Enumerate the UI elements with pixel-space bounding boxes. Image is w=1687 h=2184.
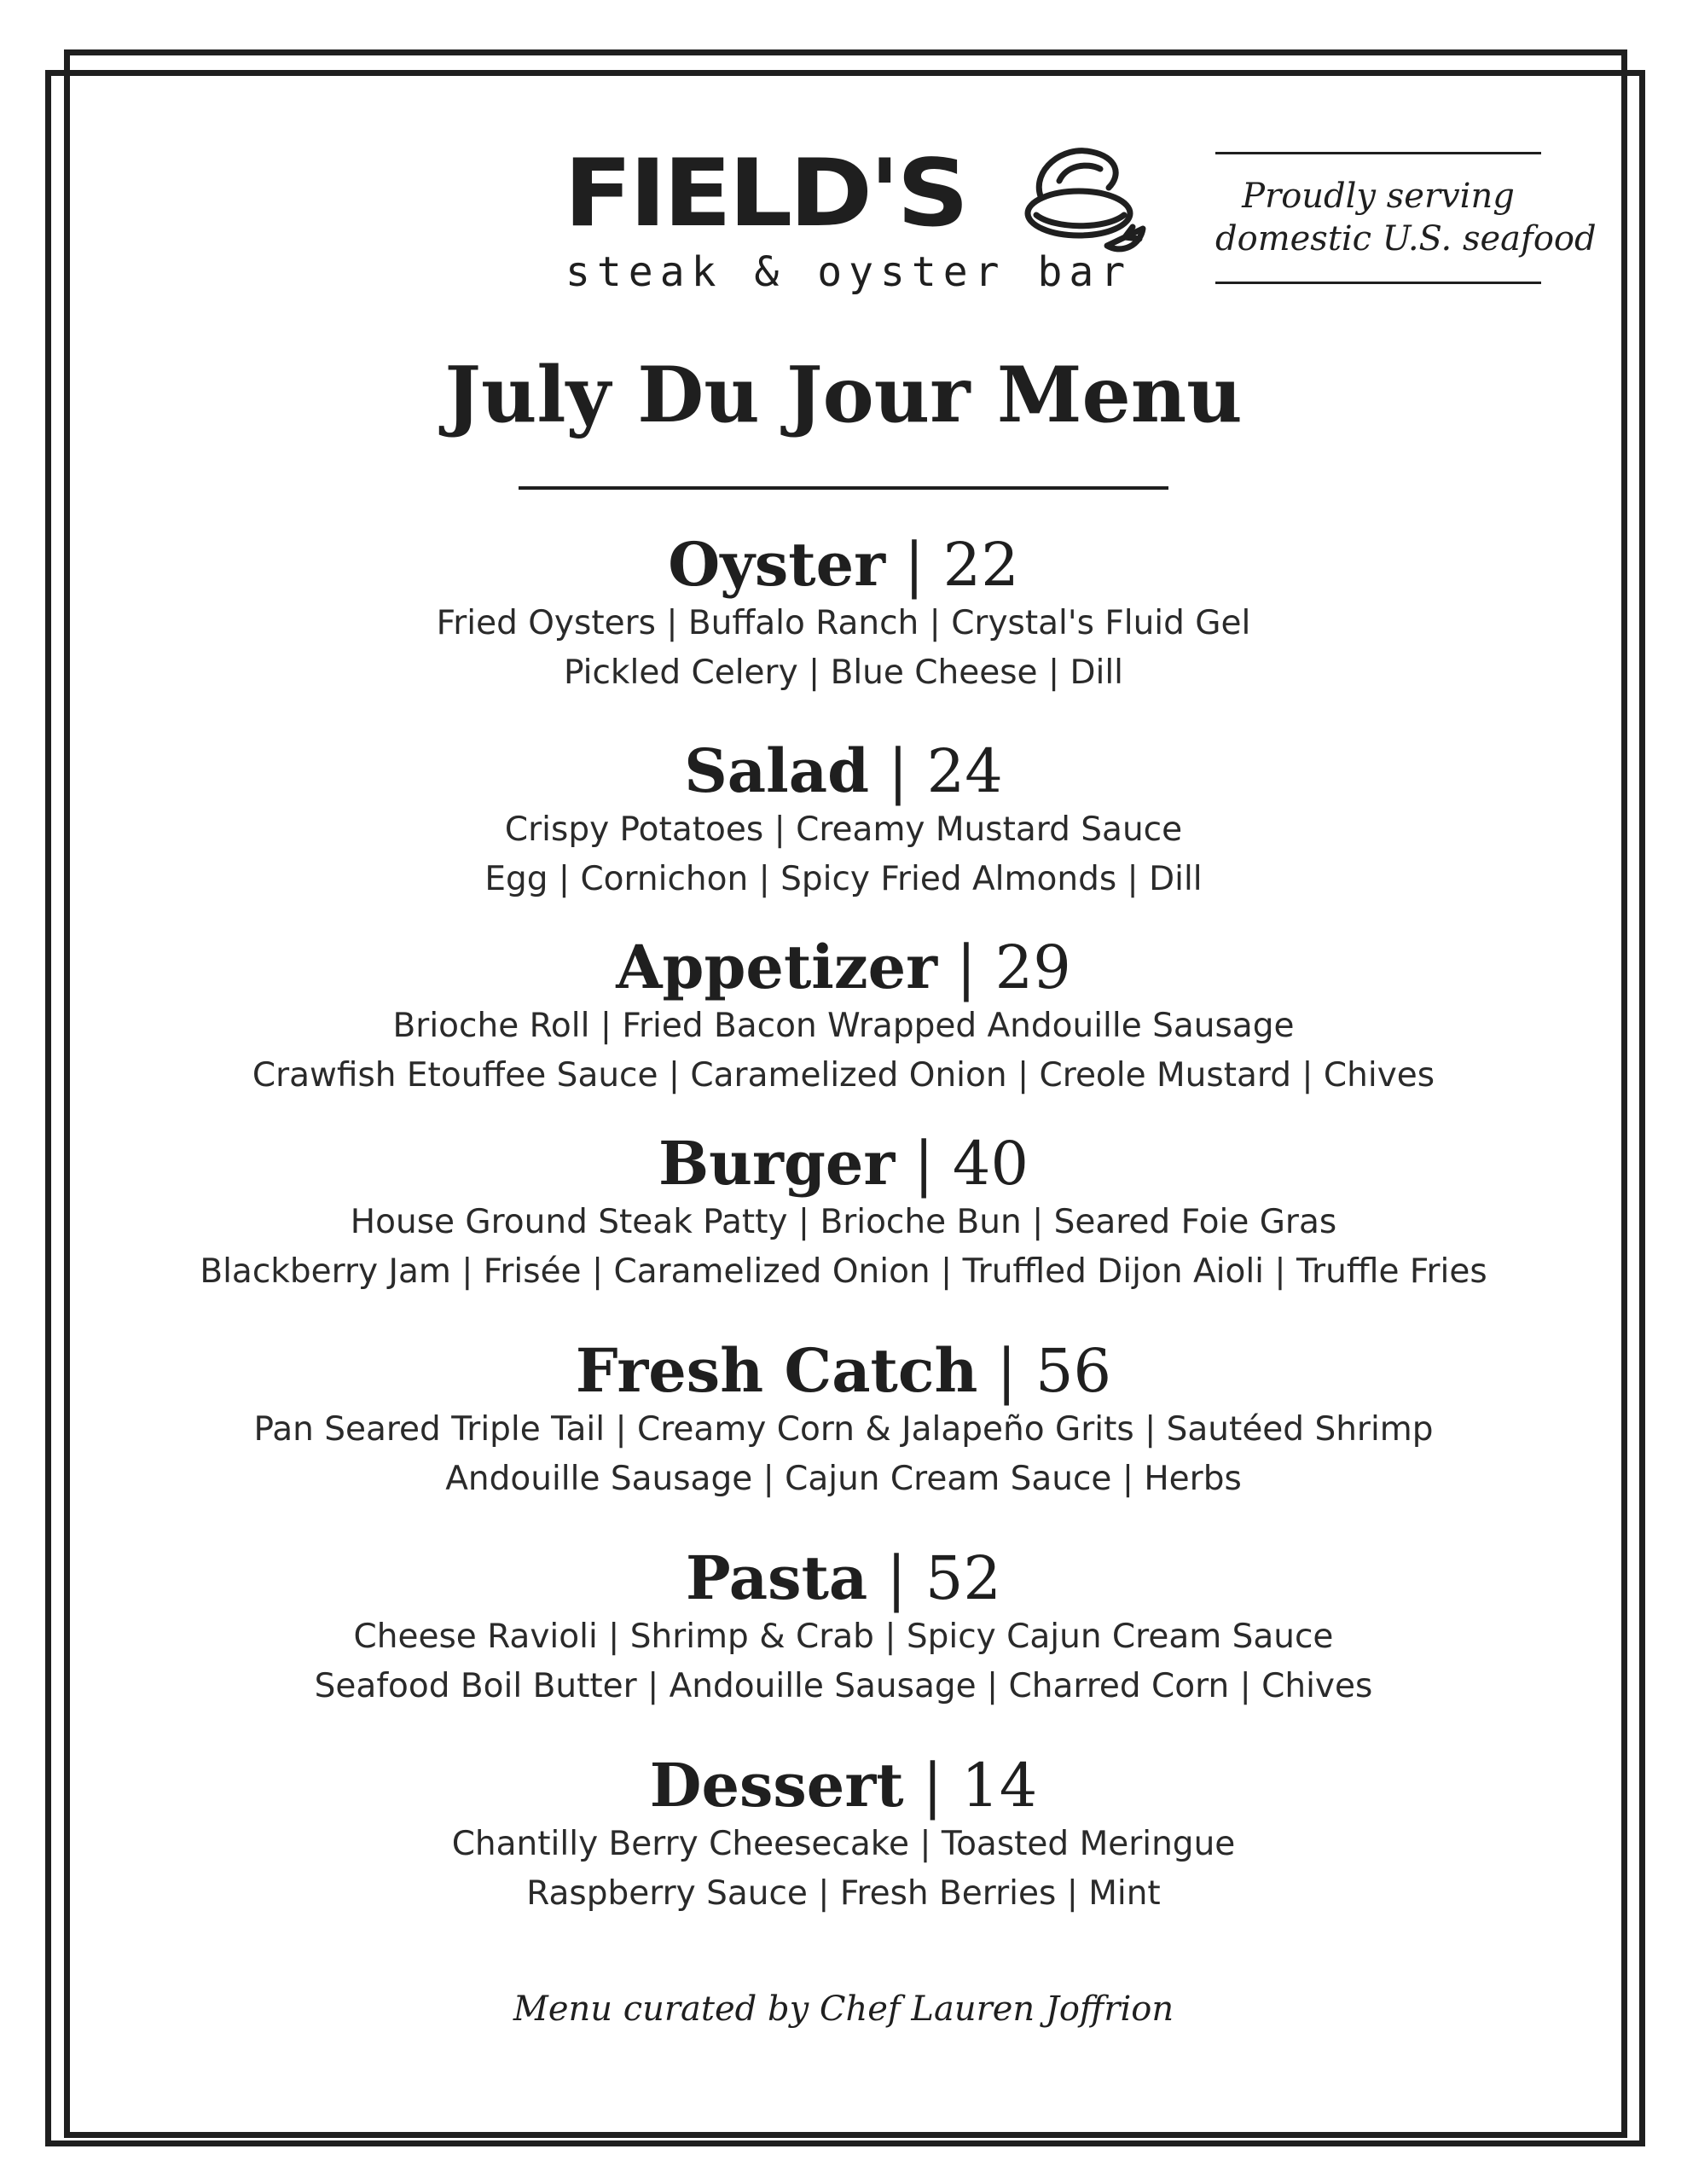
section-price: 29 (994, 932, 1071, 1002)
section-description-line: Blackberry Jam | Frisée | Caramelized Onion | Truffled Dijon Aioli | Truffle Fries (200, 1252, 1487, 1291)
section-description-line: Crawfish Etouffee Sauce | Caramelized Onion | Creole Mustard | Chives (252, 1056, 1435, 1095)
section-name: Appetizer (616, 932, 938, 1002)
section-price: 40 (952, 1129, 1029, 1199)
section-heading (0, 737, 1687, 805)
tagline-line-2: domestic U.S. seafood (1215, 219, 1597, 258)
section-separator: | (956, 932, 977, 1002)
section-separator: | (904, 530, 925, 600)
restaurant-logo (559, 136, 1139, 299)
title-divider (519, 486, 1168, 490)
section-price: 14 (961, 1751, 1038, 1821)
section-description-line: Fried Oysters | Buffalo Ranch | Crystal's Fluid Gel (436, 604, 1251, 642)
section-price: 52 (925, 1543, 1001, 1613)
section-name: Salad (684, 735, 870, 806)
oyster-lemon-icon (1015, 136, 1151, 264)
section-description-line: Cheese Ravioli | Shrimp & Crab | Spicy Cajun Cream Sauce (353, 1618, 1334, 1656)
section-separator: | (888, 736, 908, 806)
section-name: Fresh Catch (575, 1335, 978, 1406)
logo-wordmark: FIELD'S (564, 138, 966, 247)
section-description-line: Seafood Boil Butter | Andouille Sausage | Charred Corn | Chives (314, 1667, 1373, 1705)
section-price: 56 (1035, 1336, 1112, 1406)
menu-section-salad (0, 737, 1687, 904)
tagline-box (1215, 152, 1597, 285)
chef-credit: Menu curated by Chef Lauren Joffrion (513, 1989, 1174, 2029)
section-description-line: Pickled Celery | Blue Cheese | Dill (563, 653, 1124, 692)
section-separator: | (922, 1751, 943, 1821)
tagline-rule-bottom (1215, 282, 1541, 284)
section-heading (0, 933, 1687, 1002)
menu-section-pasta (0, 1544, 1687, 1711)
section-description-line: Chantilly Berry Cheesecake | Toasted Meringue (451, 1825, 1236, 1863)
menu-section-dessert (0, 1751, 1687, 1919)
section-heading (0, 1544, 1687, 1612)
section-price: 22 (942, 530, 1019, 600)
section-heading (0, 531, 1687, 599)
section-description-line: Andouille Sausage | Cajun Cream Sauce | Herbs (445, 1460, 1242, 1498)
section-name: Dessert (649, 1750, 904, 1821)
section-heading (0, 1337, 1687, 1405)
menu-section-burger (0, 1130, 1687, 1297)
section-name: Oyster (668, 529, 886, 600)
section-description-line: House Ground Steak Patty | Brioche Bun | Seared Foie Gras (350, 1203, 1337, 1241)
logo-subtitle: steak & oyster bar (565, 248, 1133, 296)
section-heading (0, 1130, 1687, 1198)
tagline-line-1: Proudly serving (1242, 177, 1515, 216)
section-heading (0, 1751, 1687, 1820)
menu-title: July Du Jour Menu (444, 350, 1243, 440)
section-description-line: Raspberry Sauce | Fresh Berries | Mint (526, 1874, 1161, 1913)
menu-section-fresh-catch (0, 1337, 1687, 1504)
menu-section-appetizer (0, 933, 1687, 1101)
section-description-line: Brioche Roll | Fried Bacon Wrapped Andouille Sausage (392, 1007, 1295, 1045)
section-description-line: Egg | Cornichon | Spicy Fried Almonds | Dill (484, 860, 1203, 898)
section-name: Pasta (686, 1542, 868, 1613)
section-name: Burger (658, 1128, 896, 1199)
menu-section-oyster (0, 531, 1687, 698)
section-separator: | (886, 1543, 907, 1613)
section-description-line: Pan Seared Triple Tail | Creamy Corn & Jalapeño Grits | Sautéed Shrimp (253, 1410, 1434, 1449)
section-description-line: Crispy Potatoes | Creamy Mustard Sauce (504, 810, 1183, 849)
section-separator: | (996, 1336, 1017, 1406)
section-price: 24 (926, 736, 1003, 806)
section-separator: | (913, 1129, 934, 1199)
tagline-rule-top (1215, 152, 1541, 154)
